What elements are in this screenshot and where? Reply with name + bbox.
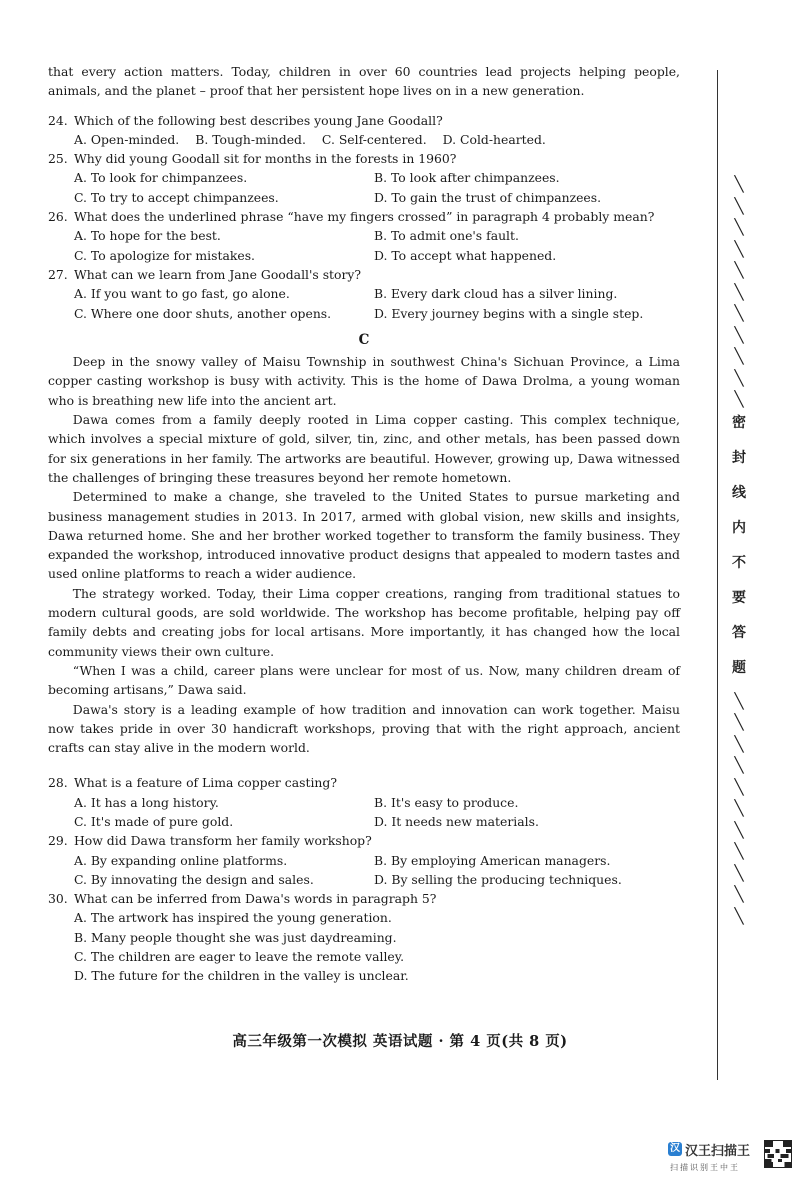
- passage-paragraph: Dawa comes from a family deeply rooted in Lima copper casting. This complex technique, which involves a special mixture of gold, silver, tin, zinc, and other metals, has been passed down for six generations in her family. The artworks are beautiful. However, growing up, Dawa witnessed the challenges of bringing these treasures beyond her remote hometown.: [48, 412, 680, 485]
- passage-paragraph: “When I was a child, career plans were unclear for most of us. Now, many children dream of becoming artisans,” Dawa said.: [48, 662, 680, 698]
- question-text: What can we learn from Jane Goodall's story?: [74, 266, 362, 282]
- scanner-logo-tagline: 扫描识别王中王: [670, 1163, 740, 1172]
- question-text: What can be inferred from Dawa's words in paragraph 5?: [74, 891, 437, 907]
- intro-tail-text: that every action matters. Today, children in over 60 countries lead projects helping people, animals, and the planet – proof that her persistent hope lives on in a new generation.: [48, 64, 680, 99]
- slash-mark: ╲: [734, 713, 744, 731]
- slash-mark: ╲: [734, 885, 744, 903]
- question-number: 27.: [48, 266, 68, 282]
- slash-mark: ╲: [734, 261, 744, 279]
- answer-options: [48, 793, 680, 832]
- slash-mark: ╲: [734, 239, 744, 258]
- binding-line: [717, 70, 718, 1080]
- question-item: [48, 207, 680, 265]
- slash-mark: ╲: [734, 196, 744, 215]
- slash-mark: ╲: [734, 842, 744, 860]
- answer-option: A. To look for chimpanzees.: [74, 170, 248, 186]
- page-footer: 高三年级第一次模拟 英语试题 · 第 4 页(共 8 页): [232, 1033, 568, 1050]
- answer-option: A. By expanding online platforms.: [74, 852, 288, 868]
- scanner-logo-name: 汉王扫描王: [685, 1144, 751, 1159]
- question-item: [48, 265, 680, 323]
- seal-character: 题: [732, 659, 746, 676]
- answer-options: [48, 168, 680, 207]
- question-text: What does the underlined phrase “have my fingers crossed” in paragraph 4 probably mean?: [74, 209, 655, 225]
- question-number: 24.: [48, 112, 68, 128]
- question-item: [48, 773, 680, 831]
- slash-mark: ╲: [734, 777, 744, 796]
- qr-code-icon: [764, 1140, 792, 1168]
- question-text: Which of the following best describes young Jane Goodall?: [74, 112, 443, 128]
- question-stem: [48, 149, 680, 168]
- answer-option: C. By innovating the design and sales.: [74, 871, 314, 887]
- answer-option: D. To gain the trust of chimpanzees.: [374, 189, 602, 205]
- question-number: 28.: [48, 775, 68, 791]
- seal-line-strip: [724, 175, 754, 928]
- slash-mark: ╲: [734, 282, 744, 301]
- slash-mark: ╲: [734, 799, 744, 817]
- slash-mark: ╲: [734, 863, 744, 882]
- questions-section-b: [48, 111, 680, 323]
- scanner-logo-icon: 汉: [670, 1143, 680, 1154]
- answer-option: C. To apologize for mistakes.: [74, 247, 255, 263]
- question-text: Why did young Goodall sit for months in the forests in 1960?: [74, 151, 457, 167]
- answer-option: A. The artwork has inspired the young generation.: [74, 910, 392, 926]
- slash-mark: ╲: [734, 325, 744, 344]
- answer-option: B. Many people thought she was just daydreaming.: [74, 929, 397, 945]
- answer-options: [48, 130, 680, 149]
- answer-options: [48, 908, 680, 985]
- answer-option: C. To try to accept chimpanzees.: [74, 189, 279, 205]
- question-number: 30.: [48, 891, 68, 907]
- question-item: [48, 111, 680, 150]
- answer-option: B. It's easy to produce.: [374, 794, 519, 810]
- answer-options: [48, 284, 680, 323]
- answer-options: [48, 851, 680, 890]
- question-stem: [48, 773, 680, 792]
- question-stem: [48, 265, 680, 284]
- answer-option: B. To look after chimpanzees.: [374, 170, 560, 186]
- question-text: How did Dawa transform her family workshop?: [74, 833, 372, 849]
- slash-mark: ╲: [734, 368, 744, 387]
- seal-character: 答: [732, 624, 746, 641]
- question-stem: [48, 831, 680, 850]
- questions-section-c: [48, 773, 680, 985]
- slash-mark: ╲: [734, 906, 744, 925]
- question-stem: [48, 889, 680, 908]
- seal-character: 内: [732, 519, 746, 536]
- scanner-watermark: [668, 1138, 794, 1182]
- question-number: 26.: [48, 209, 68, 225]
- section-c-heading: C: [358, 331, 370, 348]
- answer-option: D. It needs new materials.: [374, 813, 539, 829]
- passage-paragraph: The strategy worked. Today, their Lima copper creations, ranging from traditional statues to modern cultural goods, are sold worldwide. The workshop has become profitable, helping pay off family debts and creating jobs for local artisans. More importantly, it has changed how the local community views their own culture.: [48, 585, 680, 659]
- answer-option: A. Open-minded.: [74, 131, 180, 147]
- slash-mark: ╲: [734, 756, 744, 774]
- question-stem: [48, 111, 680, 130]
- seal-character: 不: [732, 554, 746, 571]
- slash-mark: ╲: [734, 691, 744, 710]
- passage-paragraph: Determined to make a change, she traveled to the United States to pursue marketing and business management studies in 2013. In 2017, armed with global vision, new skills and insights, Dawa returned home. She and her brother worked together to transform the family business. They expanded the workshop, introduced innovative product designs that appealed to modern tastes and used online platforms to reach a wider audience.: [48, 489, 680, 582]
- answer-option: A. It has a long history.: [74, 794, 219, 810]
- page-content: [48, 62, 680, 986]
- question-number: 29.: [48, 833, 68, 849]
- passage-c: [48, 352, 680, 757]
- slash-mark: ╲: [734, 390, 744, 408]
- question-item: [48, 831, 680, 889]
- answer-option: A. To hope for the best.: [74, 228, 221, 244]
- slash-mark: ╲: [734, 347, 744, 365]
- answer-option: B. Every dark cloud has a silver lining.: [374, 286, 618, 302]
- question-number: 25.: [48, 151, 68, 167]
- question-stem: [48, 207, 680, 226]
- answer-option: D. To accept what happened.: [374, 247, 557, 263]
- slash-mark: ╲: [734, 820, 744, 839]
- seal-character: 封: [732, 449, 746, 466]
- question-text: What is a feature of Lima copper casting?: [74, 775, 337, 791]
- seal-character: 线: [732, 484, 746, 501]
- slash-mark: ╲: [734, 175, 744, 193]
- answer-option: B. Tough-minded.: [195, 131, 306, 147]
- answer-option: C. It's made of pure gold.: [74, 813, 234, 829]
- answer-option: C. Where one door shuts, another opens.: [74, 305, 332, 321]
- seal-character: 密: [732, 414, 746, 431]
- answer-option: D. The future for the children in the valley is unclear.: [74, 968, 409, 984]
- answer-option: C. Self-centered.: [321, 131, 427, 147]
- slash-mark: ╲: [734, 218, 744, 236]
- answer-options: [48, 226, 680, 265]
- answer-option: B. By employing American managers.: [374, 852, 611, 868]
- question-item: [48, 889, 680, 985]
- answer-option: A. If you want to go fast, go alone.: [74, 286, 290, 302]
- answer-option: C. The children are eager to leave the remote valley.: [74, 949, 405, 965]
- answer-option: D. Cold-hearted.: [442, 131, 546, 147]
- question-item: [48, 149, 680, 207]
- passage-paragraph: Dawa's story is a leading example of how tradition and innovation can work together. Maisu now takes pride in over 30 handicraft workshops, proving that with the right approach, ancient crafts can stay alive in the modern world.: [48, 701, 680, 756]
- slash-mark: ╲: [734, 734, 744, 753]
- seal-character: 要: [732, 589, 746, 606]
- slash-mark: ╲: [734, 304, 744, 322]
- answer-option: B. To admit one's fault.: [374, 228, 519, 244]
- passage-paragraph: Deep in the snowy valley of Maisu Township in southwest China's Sichuan Province, a Lima copper casting workshop is busy with activity. This is the home of Dawa Drolma, a young woman who is breathing new life into the ancient art.: [48, 354, 680, 408]
- answer-option: D. By selling the producing techniques.: [374, 871, 622, 887]
- answer-option: D. Every journey begins with a single step.: [374, 305, 644, 321]
